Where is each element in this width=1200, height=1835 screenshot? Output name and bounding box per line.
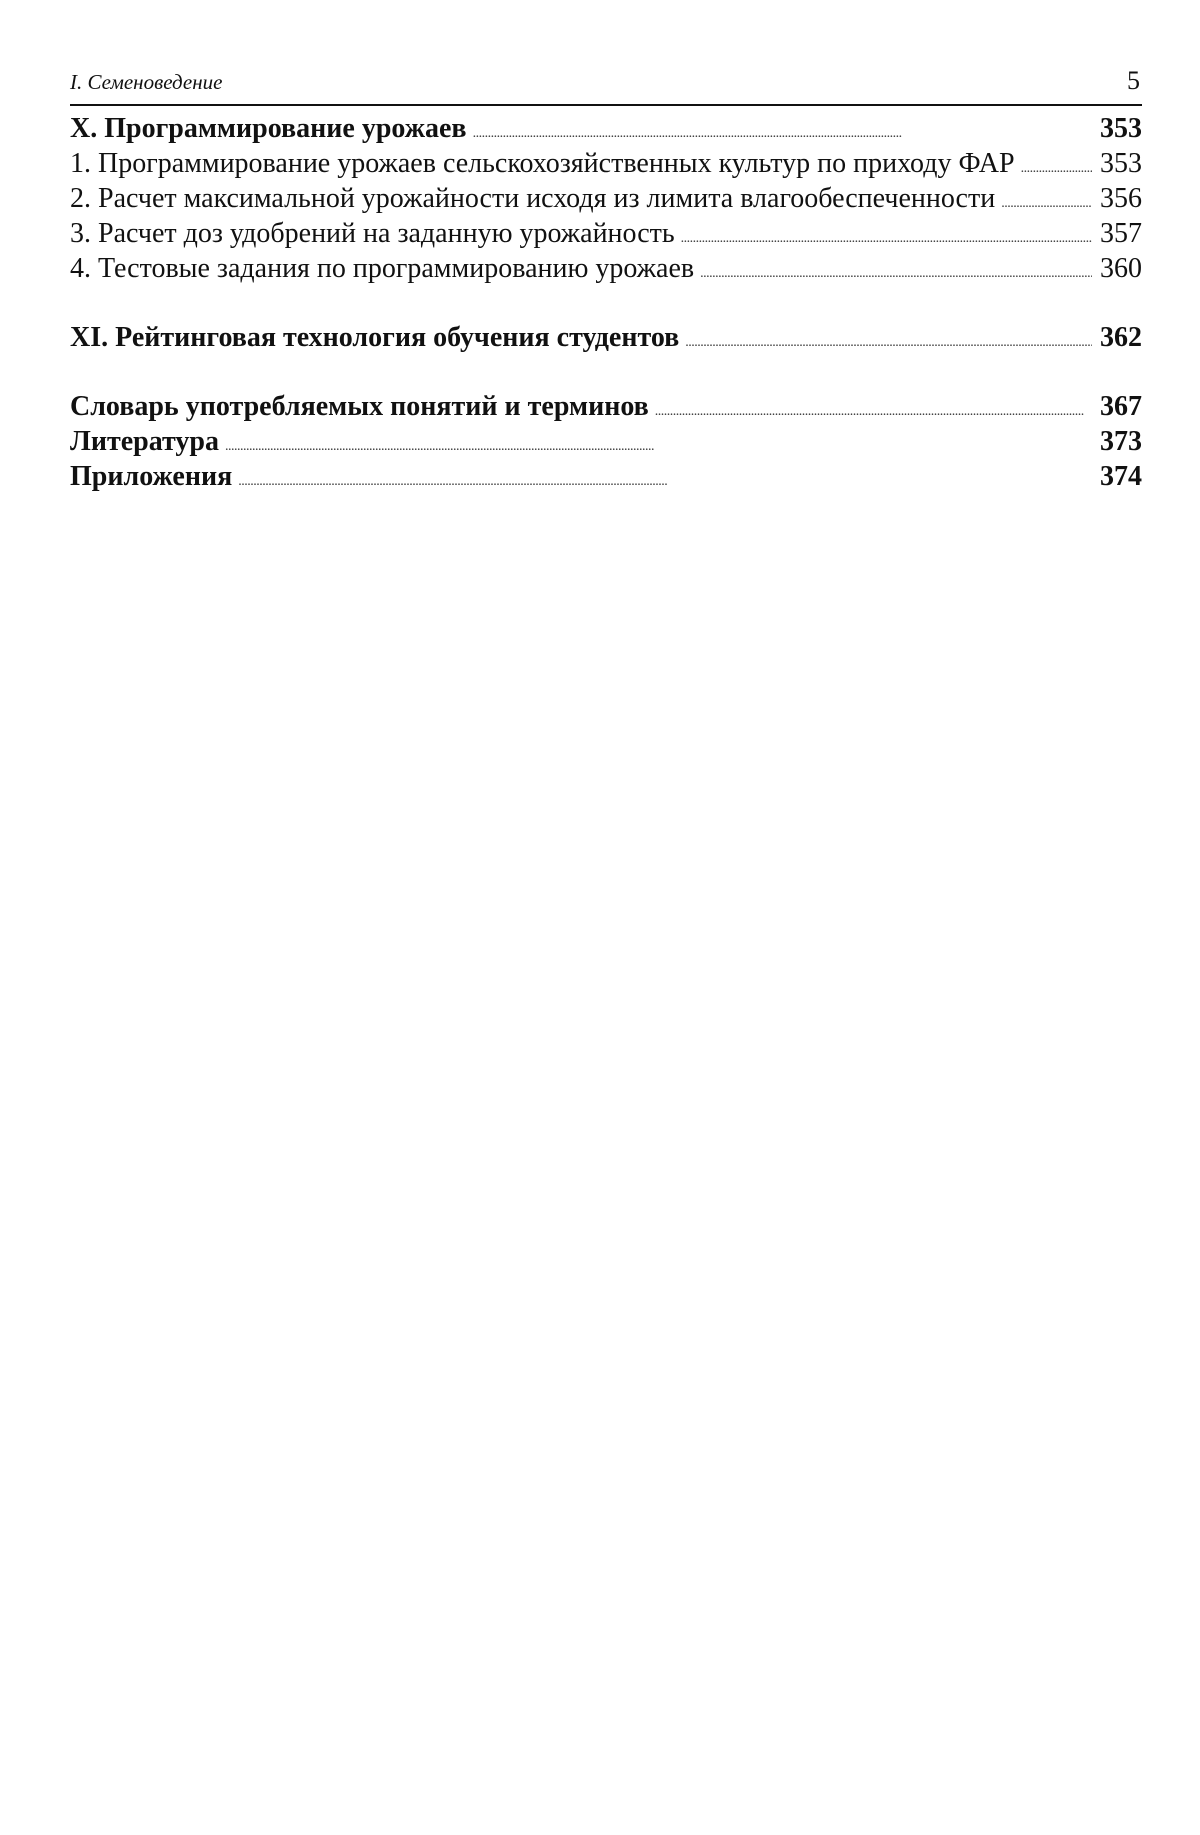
toc-entry-label: Приложения bbox=[70, 461, 233, 492]
dot-leader bbox=[1001, 181, 1092, 221]
dot-leader bbox=[685, 320, 1092, 360]
dot-leader bbox=[473, 111, 1092, 151]
toc-entry-label: 4. Тестовые задания по программированию урожаев bbox=[70, 253, 695, 284]
toc-entry-label: Словарь употребляемых понятий и терминов bbox=[70, 391, 649, 422]
toc-entry-page: 353 bbox=[1100, 148, 1142, 179]
toc-entry-page: 362 bbox=[1100, 322, 1142, 353]
toc-entry-label: X. Программирование урожаев bbox=[70, 113, 467, 144]
toc-entry-page: 357 bbox=[1100, 218, 1142, 249]
document-page bbox=[70, 66, 1142, 494]
toc-entry-label: XI. Рейтинговая технология обучения студентов bbox=[70, 322, 680, 353]
toc-entry-page: 373 bbox=[1100, 426, 1142, 457]
dot-leader bbox=[1021, 146, 1092, 186]
toc-chapter-xi bbox=[70, 320, 1142, 355]
toc-entry-page: 360 bbox=[1100, 253, 1142, 284]
toc-entry-label: 2. Расчет максимальной урожайности исходя из лимита влагообеспеченности bbox=[70, 183, 996, 214]
toc-entry-page: 353 bbox=[1100, 113, 1142, 144]
toc-item bbox=[70, 146, 1142, 181]
dot-leader bbox=[681, 216, 1092, 256]
toc-entry-label: Литература bbox=[70, 426, 219, 457]
toc-item bbox=[70, 216, 1142, 251]
toc-item bbox=[70, 251, 1142, 286]
toc-entry-page: 367 bbox=[1100, 391, 1142, 422]
section-gap bbox=[70, 286, 1142, 320]
dot-leader bbox=[655, 389, 1092, 429]
running-head-title: I. Семеноведение bbox=[70, 70, 223, 94]
dot-leader bbox=[225, 424, 1092, 464]
toc-back-matter-literature bbox=[70, 424, 1142, 459]
toc-back-matter-glossary bbox=[70, 389, 1142, 424]
dot-leader bbox=[700, 251, 1092, 291]
toc-entry-label: 3. Расчет доз удобрений на заданную урожайность bbox=[70, 218, 675, 249]
toc-item bbox=[70, 181, 1142, 216]
dot-leader bbox=[238, 459, 1092, 499]
toc-entry-page: 356 bbox=[1100, 183, 1142, 214]
table-of-contents bbox=[70, 111, 1142, 494]
page-number: 5 bbox=[1127, 66, 1140, 95]
toc-entry-label: 1. Программирование урожаев сельскохозяйственных культур по приходу ФАР bbox=[70, 148, 1015, 179]
toc-back-matter-appendices bbox=[70, 459, 1142, 494]
section-gap bbox=[70, 355, 1142, 389]
toc-entry-page: 374 bbox=[1100, 461, 1142, 492]
running-head bbox=[70, 66, 1142, 106]
toc-chapter-x bbox=[70, 111, 1142, 146]
